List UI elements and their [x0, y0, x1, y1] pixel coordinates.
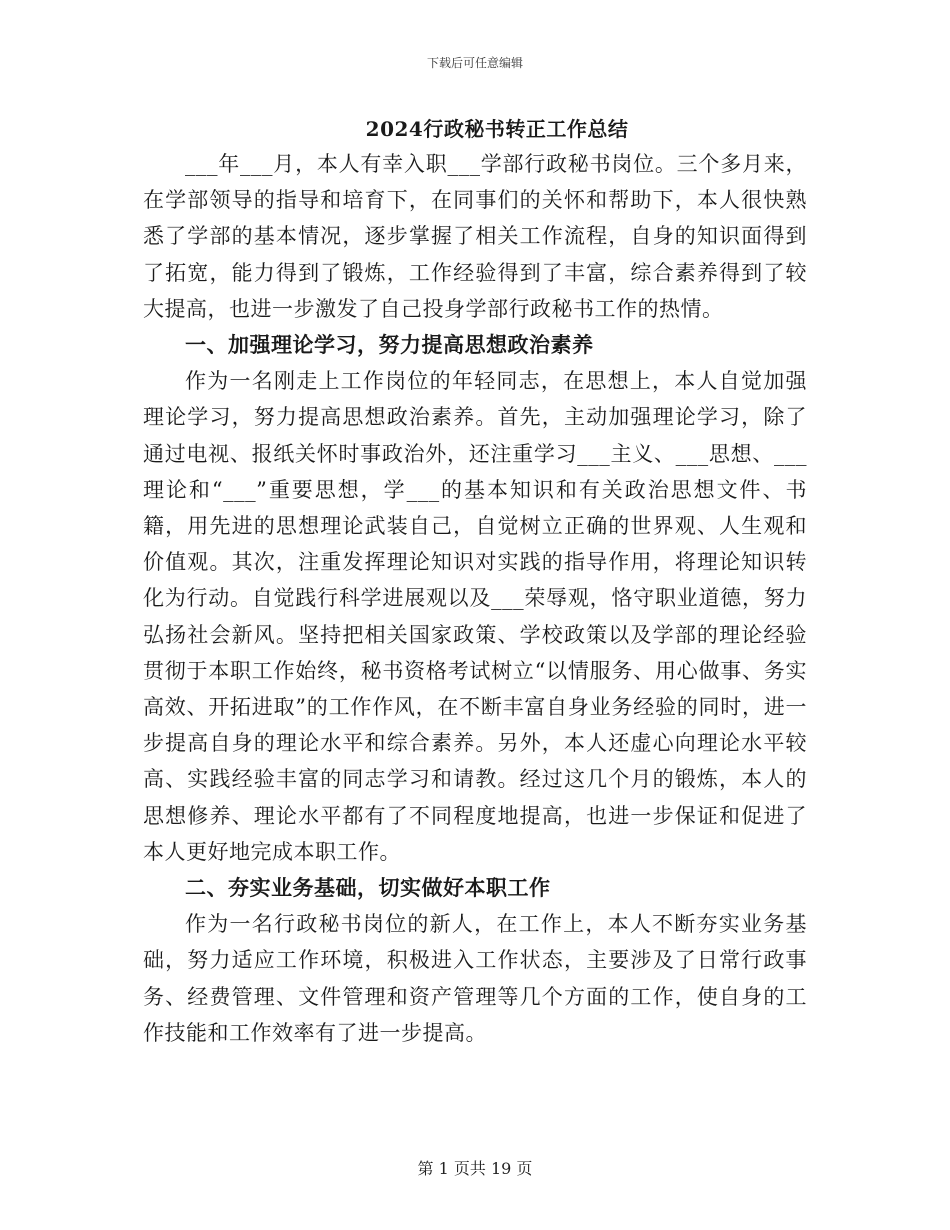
page-number: 第 1 页共 19 页: [417, 1159, 533, 1178]
intro-paragraph: ___年___月，本人有幸入职___学部行政秘书岗位。三个多月来，在学部领导的指导和培育下，在同事们的关怀和帮助下，本人很快熟悉了学部的基本情况，逐步掌握了相关工作流程，自身的知识面得到了拓宽，能力得到了锻炼，工作经验得到了丰富，综合素养得到了较大提高，也进一步激发了自己投身学部行政秘书工作的热情。: [143, 152, 807, 321]
section-1-paragraph: 作为一名刚走上工作岗位的年轻同志，在思想上，本人自觉加强理论学习，努力提高思想政治素养。首先，主动加强理论学习，除了通过电视、报纸关怀时事政治外，还注重学习___主义、___思想、___理论和“___”重要思想，学___的基本知识和有关政治思想文件、书籍，用先进的思想理论武装自己，自觉树立正确的世界观、人生观和价值观。其次，注重发挥理论知识对实践的指导作用，将理论知识转化为行动。自觉践行科学进展观以及___荣辱观，恪守职业道德，努力弘扬社会新风。坚持把相关国家政策、学校政策以及学部的理论经验贯彻于本职工作始终，秘书资格考试树立“以情服务、用心做事、务实高效、开拓进取”的工作作风，在不断丰富自身业务经验的同时，进一步提高自身的理论水平和综合素养。另外，本人还虚心向理论水平较高、实践经验丰富的同志学习和请教。经过这几个月的锻炼，本人的思想修养、理论水平都有了不同程度地提高，也进一步保证和促进了本人更好地完成本职工作。: [143, 369, 807, 864]
section-2-paragraph: 作为一名行政秘书岗位的新人，在工作上，本人不断夯实业务基础，努力适应工作环境，积极进入工作状态，主要涉及了日常行政事务、经费管理、文件管理和资产管理等几个方面的工作，使自身的工作技能和工作效率有了进一步提高。: [143, 912, 807, 1045]
section-2-heading: 二、夯实业务基础，切实做好本职工作: [185, 875, 551, 901]
download-note: 下载后可任意编辑: [426, 56, 523, 70]
document-title: 2024行政秘书转正工作总结: [365, 117, 629, 141]
section-1-heading: 一、加强理论学习，努力提高思想政治素养: [185, 332, 594, 358]
document-body: [143, 146, 807, 1051]
